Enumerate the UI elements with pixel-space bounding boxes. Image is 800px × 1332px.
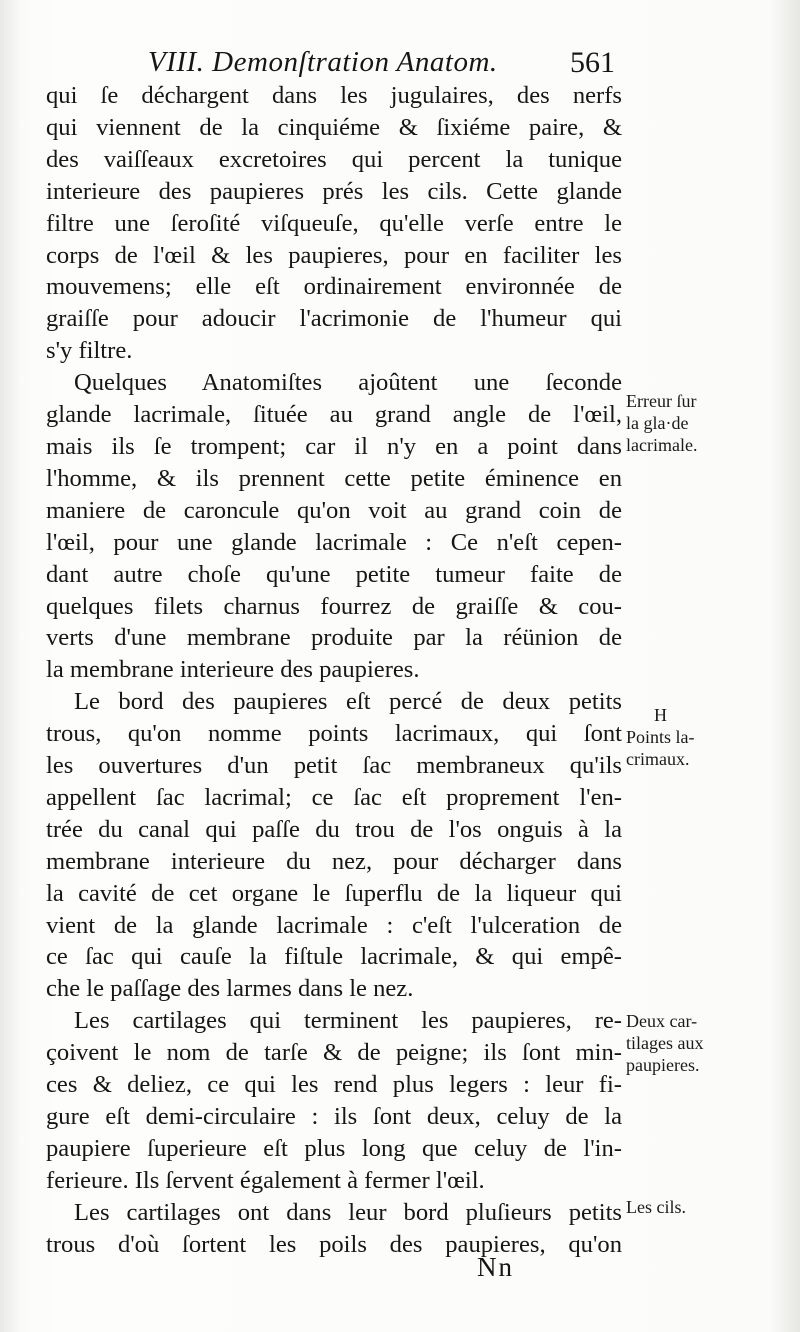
text-line: s'y filtre. — [46, 337, 133, 365]
paragraph — [46, 367, 622, 686]
text-line: verts d'une membrane produite par la réünion de — [46, 624, 622, 652]
page-header — [40, 44, 640, 84]
text-line: filtre une ſeroſité viſqueuſe, qu'elle verſe entre le — [46, 209, 622, 237]
text-line: l'homme, & ils prennent cette petite éminence en — [46, 464, 622, 492]
margin-note-erreur — [626, 390, 744, 456]
text-line: appellent ſac lacrimal; ce ſac eſt proprement l'en- — [46, 783, 622, 811]
margin-note-line: Les cils. — [626, 1197, 686, 1217]
text-line: qui ſe déchargent dans les jugulaires, des nerfs — [46, 82, 622, 109]
text-line: ferieure. Ils ſervent également à fermer l'œil. — [46, 1166, 485, 1194]
text-line: Les cartilages ont dans leur bord pluſieurs petits — [74, 1198, 622, 1226]
text-line: trée du canal qui paſſe du trou de l'os onguis à la — [46, 815, 622, 843]
margin-note-line: Points la- — [626, 727, 695, 747]
margin-note-line: paupieres. — [626, 1055, 700, 1075]
text-line: membrane interieure du nez, pour décharger dans — [46, 847, 622, 875]
text-line: mais ils ſe trompent; car il n'y en a point dans — [46, 432, 622, 460]
text-line: ces & deliez, ce qui les rend plus legers : leur fi- — [46, 1071, 622, 1099]
text-line: Le bord des paupieres eſt percé de deux petits — [74, 688, 622, 716]
margin-note-line: H — [654, 705, 667, 725]
text-line: les ouvertures d'un petit ſac membraneux qu'ils — [46, 752, 622, 780]
paragraph — [46, 1197, 622, 1261]
margin-note-line: crimaux. — [626, 749, 690, 769]
text-line: dant autre choſe qu'une petite tumeur faite de — [46, 560, 622, 588]
text-line: paupiere ſuperieure eſt plus long que celuy de l'in- — [46, 1134, 622, 1162]
body-text — [46, 80, 622, 1261]
text-line: trous, qu'on nomme points lacrimaux, qui ſont — [46, 720, 622, 748]
text-line: l'œil, pour une glande lacrimale : Ce n'eſt cepen- — [46, 528, 622, 556]
text-line: che le paſſage des larmes dans le nez. — [46, 975, 414, 1003]
text-line: maniere de caroncule qu'on voit au grand coin de — [46, 496, 622, 524]
text-line: Les cartilages qui terminent les paupieres, re- — [74, 1007, 622, 1035]
margin-note-line: tilages aux — [626, 1033, 704, 1053]
paragraph — [46, 1005, 622, 1196]
margin-note-line: Erreur ſur — [626, 391, 697, 411]
text-line: graiſſe pour adoucir l'acrimonie de l'humeur qui — [46, 305, 622, 333]
text-line: qui viennent de la cinquiéme & ſixiéme paire, & — [46, 113, 622, 141]
text-line: gure eſt demi-circulaire : ils ſont deux, celuy de la — [46, 1103, 622, 1130]
text-line: Quelques Anatomiſtes ajoûtent une ſeconde — [74, 369, 622, 397]
page-number: 561 — [570, 46, 615, 79]
margin-note-cils — [626, 1196, 744, 1218]
margin-note-cartilages — [626, 1010, 744, 1076]
text-line: la membrane interieure des paupieres. — [46, 656, 420, 684]
margin-note-line: la gla·de — [626, 413, 689, 433]
text-line: interieure des paupieres prés les cils. Cette glande — [46, 177, 622, 205]
text-line: des vaiſſeaux excretoires qui percent la tunique — [46, 145, 622, 173]
paragraph — [46, 80, 622, 367]
signature-mark: Nn — [477, 1252, 514, 1282]
running-head: VIII. Demonſtration Anatom. — [148, 46, 498, 78]
margin-note-points — [626, 704, 744, 770]
text-line: quelques filets charnus fourrez de graiſſe & cou- — [46, 592, 622, 620]
text-line: vient de la glande lacrimale : c'eſt l'ulceration de — [46, 911, 622, 939]
text-line: corps de l'œil & les paupieres, pour en faciliter les — [46, 241, 622, 269]
margin-note-line: Deux car- — [626, 1011, 698, 1031]
text-line: trous d'où ſortent les poils des paupieres, qu'on — [46, 1230, 622, 1258]
text-line: mouvemens; elle eſt ordinairement environnée de — [46, 273, 622, 301]
text-line: la cavité de cet organe le ſuperflu de la liqueur qui — [46, 879, 622, 907]
text-line: çoivent le nom de tarſe & de peigne; ils ſont min- — [46, 1039, 622, 1067]
text-line: ce ſac qui cauſe la fiſtule lacrimale, & qui empê- — [46, 943, 622, 971]
margin-note-line: lacrimale. — [626, 435, 698, 455]
text-line: glande lacrimale, ſituée au grand angle de l'œil, — [46, 401, 622, 429]
paragraph — [46, 686, 622, 1005]
